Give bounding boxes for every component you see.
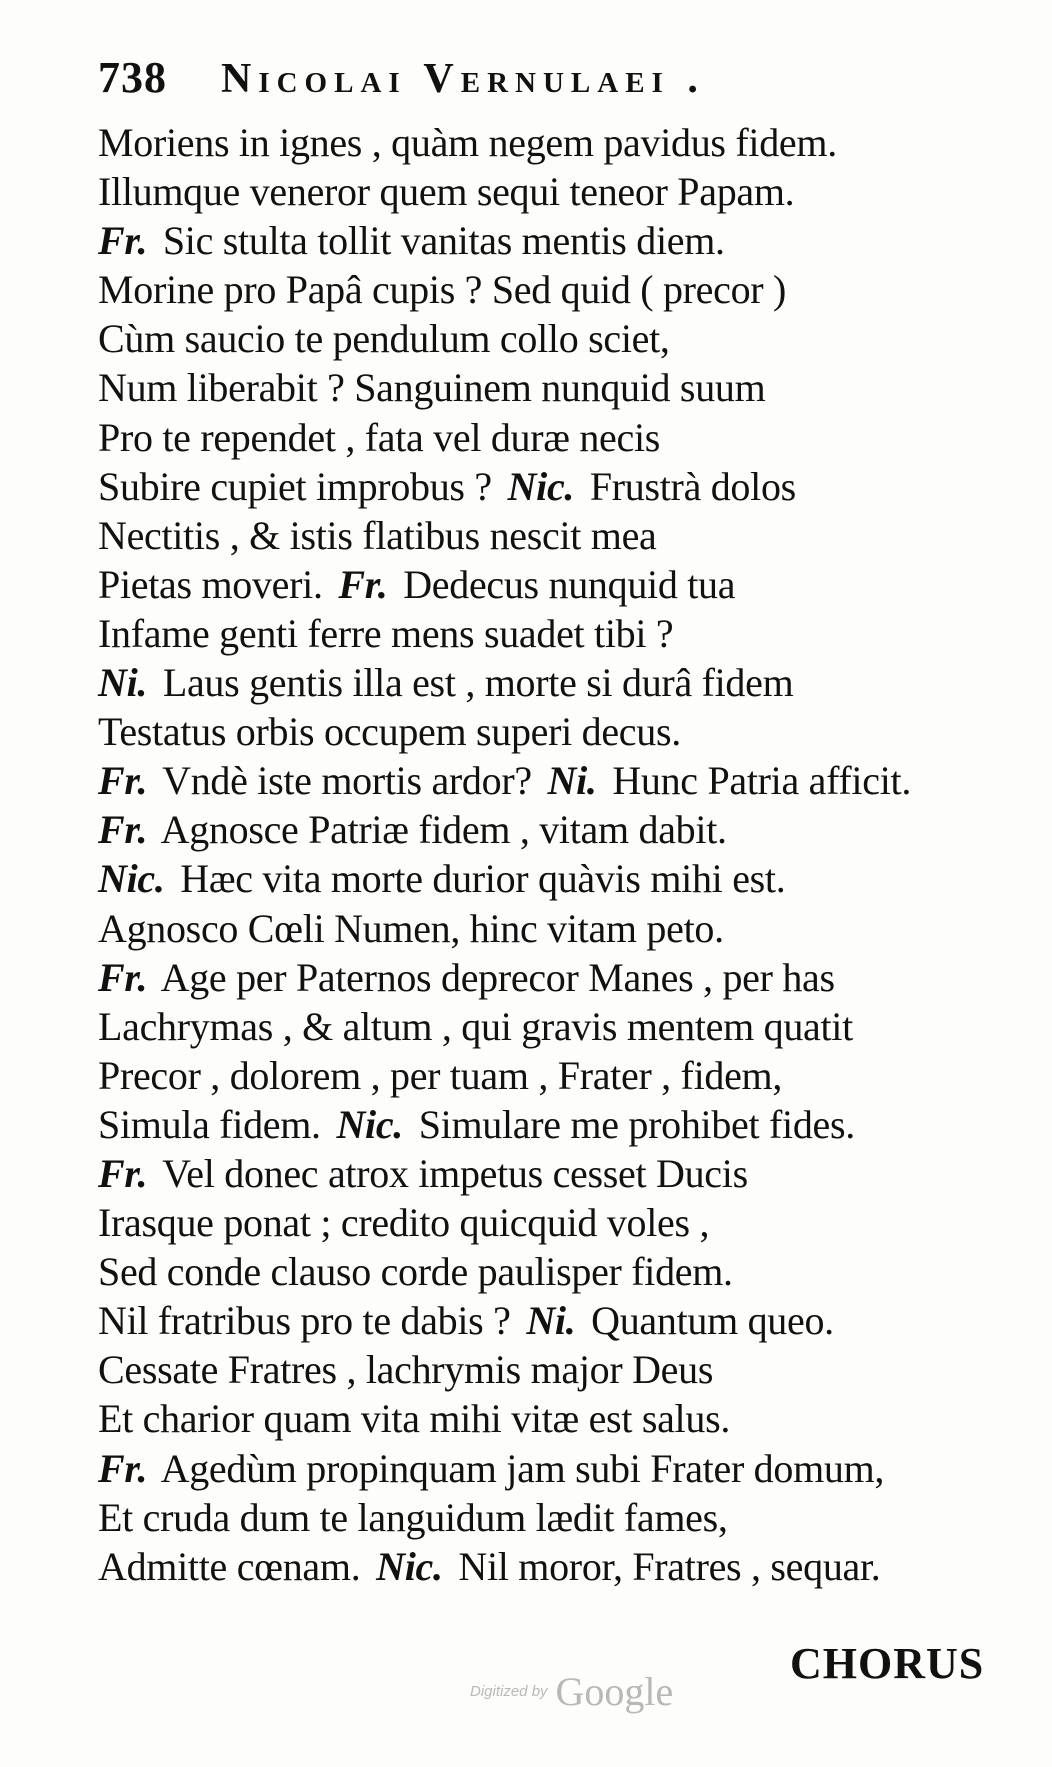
verse-text: Morine pro Papâ cupis ? Sed quid ( precor ) [98, 267, 787, 313]
verse-line [98, 1394, 998, 1443]
speaker-label: Fr. [338, 561, 388, 607]
digitization-watermark [470, 1668, 673, 1715]
verse-line [98, 314, 998, 363]
speaker-label: Fr. [98, 1150, 148, 1196]
verse-text: Precor , dolorem , per tuam , Frater , fidem, [98, 1052, 783, 1098]
verse-line [98, 953, 998, 1002]
verse-line [98, 805, 998, 854]
verse-text: Infame genti ferre mens suadet tibi ? [98, 610, 674, 656]
verse-line [98, 658, 998, 707]
verse-line [98, 1444, 998, 1493]
verse-line [98, 609, 998, 658]
verse-text: Nil moror, Fratres , sequar. [458, 1543, 881, 1589]
verse-text: Pietas moveri. [98, 561, 323, 607]
verse-block [98, 118, 998, 1591]
verse-line [98, 413, 998, 462]
verse-text: Moriens in ignes , quàm negem pavidus fidem. [98, 120, 837, 165]
speaker-label: Nic. [376, 1543, 443, 1589]
verse-text: Et charior quam vita mihi vitæ est salus. [98, 1396, 731, 1442]
verse-line [98, 265, 998, 314]
verse-text: Pro te rependet , fata vel duræ necis [98, 414, 661, 460]
verse-line [98, 511, 998, 560]
verse-line [98, 1247, 998, 1296]
verse-line [98, 756, 998, 805]
speaker-label: Fr. [98, 218, 148, 264]
verse-text: Sed conde clauso corde paulisper fidem. [98, 1249, 733, 1295]
verse-line [98, 363, 998, 412]
verse-text: Quantum queo. [591, 1298, 834, 1344]
verse-line [98, 1296, 998, 1345]
verse-text: Agedùm propinquam jam subi Frater domum, [160, 1445, 885, 1491]
verse-line [98, 1493, 998, 1542]
running-title: Nicolai Vernulaei . [221, 56, 705, 102]
speaker-label: Nic. [98, 856, 165, 902]
verse-line [98, 1051, 998, 1100]
verse-text: Nil fratribus pro te dabis ? [98, 1298, 511, 1344]
verse-text: Agnosco Cœli Numen, hinc vitam peto. [98, 905, 724, 951]
verse-line [98, 216, 998, 265]
verse-text: Lachrymas , & altum , qui gravis mentem quatit [98, 1003, 853, 1049]
watermark-prefix: Digitized by [470, 1683, 548, 1700]
verse-text: Vndè iste mortis ardor? [162, 758, 532, 804]
verse-text: Testatus orbis occupem superi decus. [98, 709, 681, 755]
verse-text: Agnosce Patriæ fidem , vitam dabit. [160, 807, 727, 853]
speaker-label: Nic. [507, 463, 575, 509]
running-head [98, 52, 918, 122]
speaker-label: Fr. [98, 807, 148, 853]
verse-line [98, 118, 998, 167]
verse-line [98, 854, 998, 903]
verse-line [98, 707, 998, 756]
verse-text: Vel donec atrox impetus cesset Ducis [162, 1150, 748, 1196]
verse-line [98, 904, 998, 953]
verse-text: Nectitis , & istis flatibus nescit mea [98, 512, 657, 558]
verse-line [98, 167, 998, 216]
verse-text: Hæc vita morte durior quàvis mihi est. [180, 856, 786, 902]
verse-line [98, 560, 998, 609]
verse-line [98, 1198, 998, 1247]
speaker-label: Ni. [98, 660, 148, 706]
verse-text: Frustrà dolos [589, 463, 796, 509]
verse-text: Age per Paternos deprecor Manes , per has [160, 954, 835, 1000]
verse-text: Simula fidem. [98, 1101, 321, 1147]
verse-text: Subire cupiet improbus ? [98, 463, 492, 509]
verse-text: Laus gentis illa est , morte si durâ fidem [162, 660, 794, 706]
verse-text: Illumque veneror quem sequi teneor Papam. [98, 169, 795, 215]
verse-line [98, 1002, 998, 1051]
watermark-logo-text: Google [555, 1669, 674, 1714]
verse-text: Sic stulta tollit vanitas mentis diem. [162, 218, 725, 264]
verse-text: Dedecus nunquid tua [403, 561, 736, 607]
catchword: CHORUS [790, 1639, 985, 1688]
speaker-label: Fr. [98, 758, 148, 804]
verse-text: Cùm saucio te pendulum collo sciet, [98, 316, 670, 362]
verse-text: Hunc Patria afficit. [612, 758, 912, 804]
verse-line [98, 1542, 998, 1591]
verse-text: Admitte cœnam. [98, 1543, 361, 1589]
verse-text: Simulare me prohibet fides. [418, 1101, 855, 1147]
verse-text: Et cruda dum te languidum lædit fames, [98, 1494, 728, 1540]
verse-line [98, 1100, 998, 1149]
verse-line [98, 1345, 998, 1394]
page-number: 738 [98, 53, 167, 102]
speaker-label: Fr. [98, 954, 148, 1000]
speaker-label: Nic. [336, 1101, 404, 1147]
verse-text: Irasque ponat ; credito quicquid voles , [98, 1200, 710, 1246]
verse-line [98, 462, 998, 511]
speaker-label: Ni. [526, 1298, 576, 1344]
verse-line [98, 1149, 998, 1198]
verse-text: Num liberabit ? Sanguinem nunquid suum [98, 365, 766, 411]
speaker-label: Fr. [98, 1445, 148, 1491]
verse-text: Cessate Fratres , lachrymis major Deus [98, 1347, 714, 1393]
speaker-label: Ni. [547, 758, 597, 804]
